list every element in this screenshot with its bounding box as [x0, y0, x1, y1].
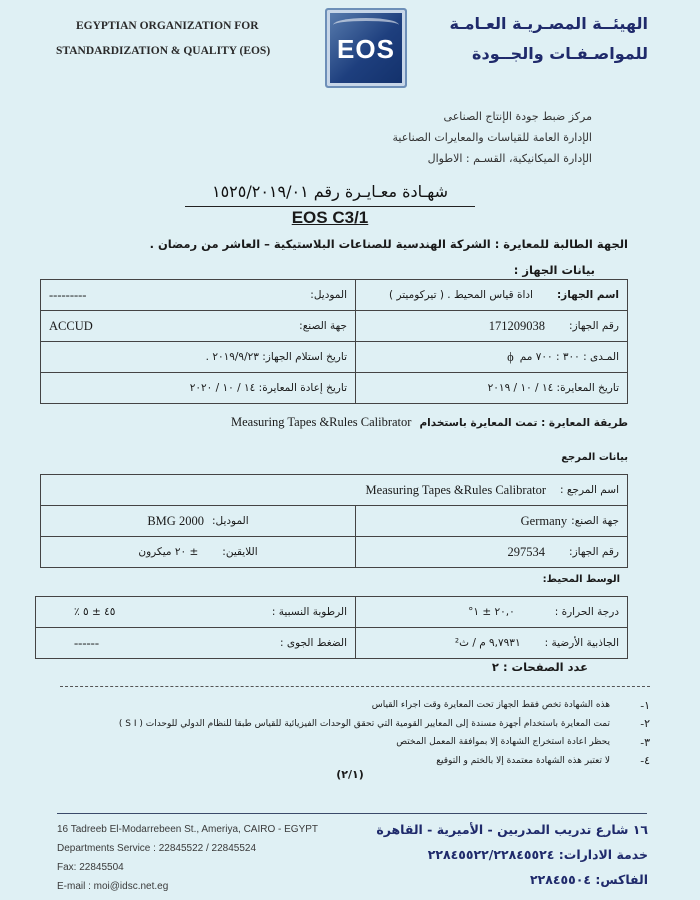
reference-maker-value: Germany — [520, 513, 568, 528]
environment-section-heading: الوسط المحيط: — [542, 574, 620, 585]
footer-services-ar: خدمة الادارات: ٢٢٨٤٥٥٢٢/٢٢٨٤٥٥٢٤ — [427, 847, 648, 862]
reference-name-label: اسم المرجع : — [560, 484, 619, 496]
device-model-label: الموديل: — [310, 289, 347, 301]
pressure-cell — [36, 628, 356, 659]
method-line — [68, 415, 628, 430]
note-text: يحظر اعادة استخراج الشهادة إلا بموافقة المعمل المختص — [396, 737, 610, 748]
table-row — [41, 537, 628, 568]
eos-logo — [325, 8, 407, 88]
department-line3: الإدارة الميكانيكية، القسـم : الاطوال — [427, 152, 592, 165]
note-number: -٣ — [640, 736, 650, 749]
note-number: -١ — [640, 699, 650, 712]
requester-line: الجهة الطالبة للمعايرة : الشركة الهندسية للصناعات البلاستيكية – العاشر من رمضان . — [149, 237, 628, 251]
device-range-label: المـدى : ٣٠٠ : ٧٠٠ مم — [519, 351, 619, 363]
device-serial-label: رقم الجهاز: — [569, 320, 619, 332]
table-row — [36, 628, 628, 659]
table-row — [41, 311, 628, 342]
device-maker-label: جهة الصنع: — [299, 320, 347, 332]
temperature-value: ٢٠,٠ ± ١° — [468, 606, 515, 618]
device-maker-value: ACCUD — [49, 318, 93, 333]
list-item — [60, 696, 650, 715]
list-item — [60, 733, 650, 752]
pressure-label: الضغط الجوى : — [279, 637, 347, 649]
logo-swoosh-icon — [333, 18, 399, 32]
reference-maker-cell — [356, 506, 628, 537]
certificate-title-underline — [185, 206, 475, 207]
footer-address-en: 16 Tadreeb El-Modarrebeen St., Ameriya, CAIRO - EGYPT — [57, 824, 319, 835]
reference-table — [40, 474, 628, 568]
notes-divider — [60, 686, 650, 687]
reference-maker-label: جهة الصنع: — [571, 515, 619, 527]
humidity-cell — [36, 597, 356, 628]
device-recal-label: تاريخ إعادة المعايرة: ١٤ / ١٠ / ٢٠٢٠ — [189, 382, 347, 394]
reference-model-cell — [41, 506, 356, 537]
device-cal-date-label: تاريخ المعايرة: ١٤ / ١٠ / ٢٠١٩ — [487, 382, 619, 394]
device-section-heading: بيانات الجهاز : — [513, 263, 595, 277]
reference-section-heading: بيانات المرجع — [561, 452, 628, 463]
department-line2: الإدارة العامة للقياسات والمعايرات الصناعية — [392, 131, 592, 144]
org-name-en-line1: EGYPTIAN ORGANIZATION FOR — [76, 20, 259, 32]
footer-fax-en: Fax: 22845504 — [57, 862, 124, 873]
department-line1: مركز ضبط جودة الإنتاج الصناعى — [443, 110, 592, 123]
page-number: (٢/١) — [336, 768, 364, 781]
reference-serial-cell — [356, 537, 628, 568]
temperature-cell — [356, 597, 628, 628]
humidity-label: الرطوبة النسبية : — [271, 606, 347, 618]
device-receive-label: تاريخ استلام الجهاز: ٢٠١٩/٩/٢٣ . — [205, 351, 347, 363]
note-number: -٤ — [640, 755, 650, 768]
device-model-value: --------- — [49, 287, 87, 302]
org-name-ar-line2: للمواصـفـات والجــودة — [472, 44, 648, 63]
logo-text: EOS — [337, 34, 395, 64]
footer-email-en: E-mail : moi@idsc.net.eg — [57, 881, 169, 892]
reference-uncert-label: اللايقين: — [222, 546, 258, 558]
reference-serial-label: رقم الجهاز: — [569, 546, 619, 558]
org-name-ar-line1: الهيئــة المصـريـة العـامـة — [449, 14, 648, 33]
note-text: هذه الشهادة تخص فقط الجهاز تحت المعايرة وقت اجراء القياس — [371, 700, 610, 711]
device-range-cell — [356, 342, 628, 373]
reference-name-value: Measuring Tapes &Rules Calibrator — [365, 482, 547, 497]
reference-model-label: الموديل: — [211, 515, 249, 527]
temperature-label: درجة الحرارة : — [554, 606, 619, 618]
device-serial-value: 171209038 — [488, 318, 546, 333]
diameter-symbol-icon: ϕ — [507, 349, 514, 364]
device-model-cell — [41, 280, 356, 311]
device-maker-cell — [41, 311, 356, 342]
footer-divider — [57, 813, 647, 814]
table-row — [36, 597, 628, 628]
footer-fax-ar: الفاكس: ٢٢٨٤٥٥٠٤ — [529, 872, 648, 887]
table-row — [41, 373, 628, 404]
table-row — [41, 342, 628, 373]
reference-serial-value: 297534 — [507, 544, 546, 559]
footer-address-ar: ١٦ شارع تدريب المدربين - الأميرية - القاهرة — [376, 822, 648, 837]
note-text: تمت المعايرة باستخدام أجهزة مسندة إلى المعايير القومية التي تحقق الوحدات الفيزيائية للقياس طبقا للنظام الدولي للوحدات ( S I ) — [118, 718, 610, 729]
note-number: -٢ — [640, 718, 650, 731]
gravity-value: ٩,٧٩٣١ م / ث² — [454, 637, 521, 649]
method-value: Measuring Tapes &Rules Calibrator — [230, 415, 412, 429]
device-cal-date-cell — [356, 373, 628, 404]
gravity-cell — [356, 628, 628, 659]
table-row — [41, 475, 628, 506]
device-table — [40, 279, 628, 404]
footer-services-en: Departments Service : 22845522 / 22845524 — [57, 843, 257, 854]
note-text: لا تعتبر هذه الشهادة معتمدة إلا بالختم و التوقيع — [436, 755, 610, 766]
humidity-value: ٤٥ ± ٥ ٪ — [74, 606, 116, 618]
method-label: طريقة المعايرة : تمت المعايرة باستخدام — [419, 416, 628, 429]
device-recal-cell — [41, 373, 356, 404]
device-receive-cell — [41, 342, 356, 373]
reference-uncert-value: ± ٢٠ ميكرون — [138, 546, 199, 558]
certificate-title: شهـادة معـايـرة رقم ١٥٢٥/٢٠١٩/٠١ — [211, 182, 449, 201]
notes-list — [60, 696, 650, 770]
reference-uncert-cell — [41, 537, 356, 568]
reference-model-value: BMG 2000 — [147, 513, 204, 528]
device-name-cell — [356, 280, 628, 311]
device-name-value: اداة قياس المحيط . ( تيركوميتر ) — [389, 289, 533, 301]
pages-count: عدد الصفحات : ٢ — [491, 660, 588, 674]
device-name-label: اسم الجهاز: — [556, 289, 619, 301]
pressure-value: ------ — [74, 635, 99, 650]
certificate-code: EOS C3/1 — [291, 208, 369, 227]
reference-name-cell — [41, 475, 628, 506]
gravity-label: الجاذبية الأرضية : — [544, 637, 619, 649]
environment-table — [35, 596, 628, 659]
table-row — [41, 280, 628, 311]
org-name-en-line2: STANDARDIZATION & QUALITY (EOS) — [56, 45, 271, 57]
table-row — [41, 506, 628, 537]
device-serial-cell — [356, 311, 628, 342]
list-item — [60, 715, 650, 734]
